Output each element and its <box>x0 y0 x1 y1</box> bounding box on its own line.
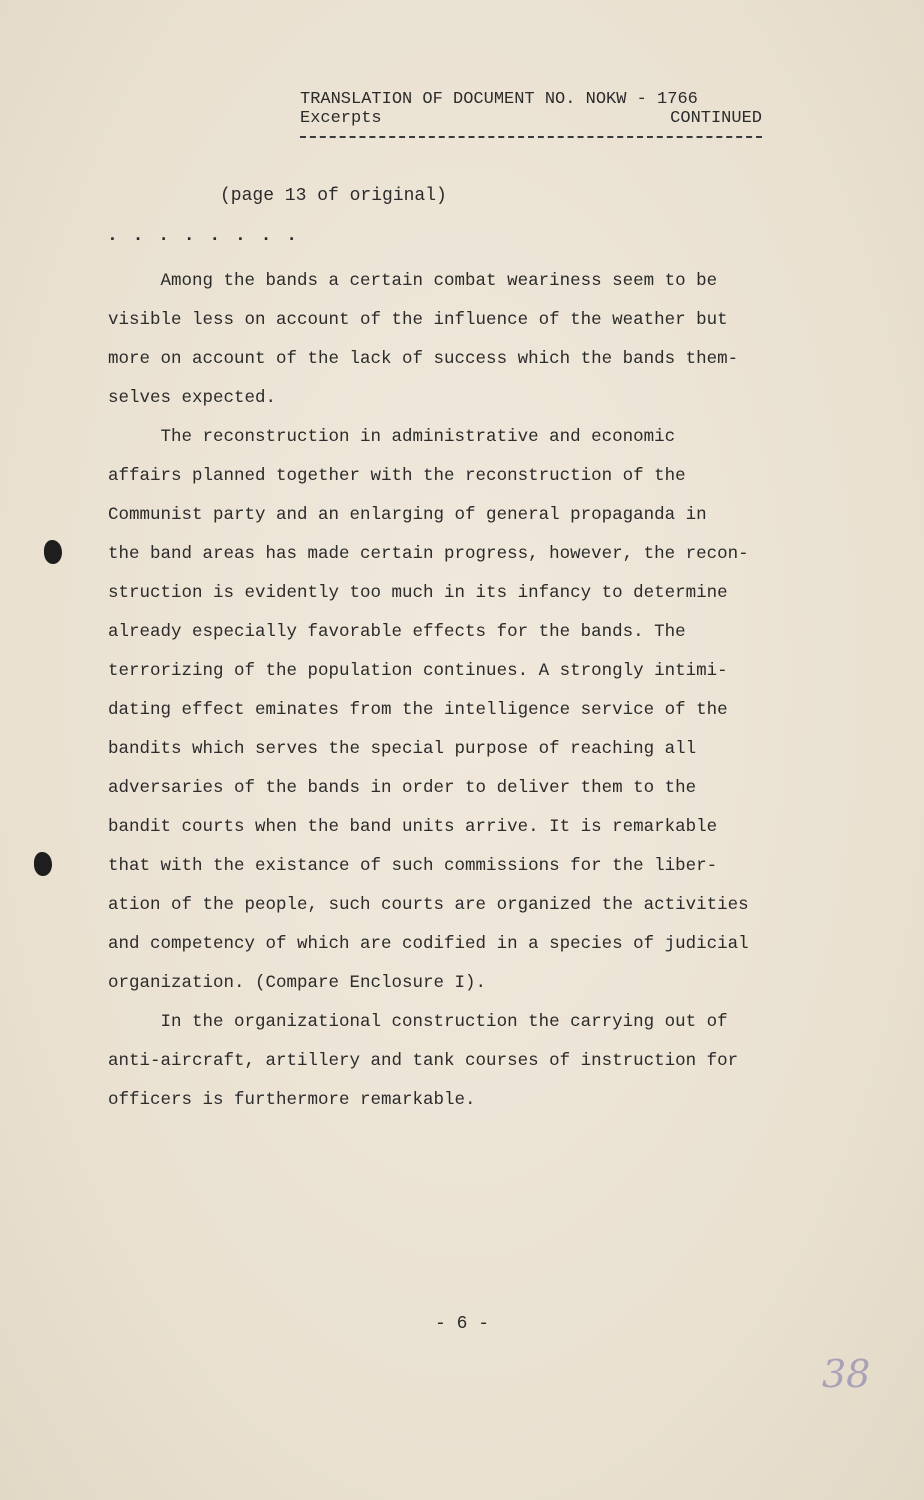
text-line: affairs planned together with the reconstruction of the <box>108 466 686 486</box>
document-title: TRANSLATION OF DOCUMENT NO. NOKW - 1766 <box>300 90 698 109</box>
original-page-reference: (page 13 of original) <box>220 186 447 206</box>
document-header <box>300 90 770 138</box>
text-line: bandits which serves the special purpose of reaching all <box>108 739 697 759</box>
text-line: already especially favorable effects for the bands. The <box>108 622 686 642</box>
punch-hole-mark <box>44 540 62 564</box>
text-line: struction is evidently too much in its infancy to determine <box>108 583 728 603</box>
text-line: The reconstruction in administrative and economic <box>108 427 676 447</box>
text-line: dating effect eminates from the intelligence service of the <box>108 700 728 720</box>
text-line: ation of the people, such courts are organized the activities <box>108 895 749 915</box>
text-line: that with the existance of such commissions for the liber- <box>108 856 718 876</box>
text-line: terrorizing of the population continues. A strongly intimi- <box>108 661 728 681</box>
text-line: officers is furthermore remarkable. <box>108 1090 476 1110</box>
text-line: adversaries of the bands in order to deliver them to the <box>108 778 697 798</box>
header-subline <box>300 109 762 128</box>
paragraph <box>108 262 828 418</box>
punch-hole-mark <box>34 852 52 876</box>
excerpts-label: Excerpts <box>300 109 382 128</box>
text-line: bandit courts when the band units arrive. It is remarkable <box>108 817 718 837</box>
paragraph <box>108 418 828 1003</box>
text-line: Communist party and an enlarging of general propaganda in <box>108 505 707 525</box>
text-line: and competency of which are codified in a species of judicial <box>108 934 749 954</box>
text-line: visible less on account of the influence of the weather but <box>108 310 728 330</box>
paragraph <box>108 1003 828 1120</box>
text-line: Among the bands a certain combat weariness seem to be <box>108 271 718 291</box>
text-line: selves expected. <box>108 388 277 408</box>
continued-label: CONTINUED <box>670 109 762 128</box>
body-text <box>108 262 828 1120</box>
text-line: In the organizational construction the carrying out of <box>108 1012 728 1032</box>
text-line: more on account of the lack of success which the bands them- <box>108 349 739 369</box>
header-dashed-rule <box>300 136 762 138</box>
text-line: the band areas has made certain progress, however, the recon- <box>108 544 749 564</box>
text-line: organization. (Compare Enclosure I). <box>108 973 487 993</box>
omission-dots: . . . . . . . . <box>107 226 300 246</box>
page-number: - 6 - <box>434 1314 489 1334</box>
text-line: anti-aircraft, artillery and tank courses of instruction for <box>108 1051 739 1071</box>
handwritten-folio-number: 38 <box>822 1352 871 1396</box>
